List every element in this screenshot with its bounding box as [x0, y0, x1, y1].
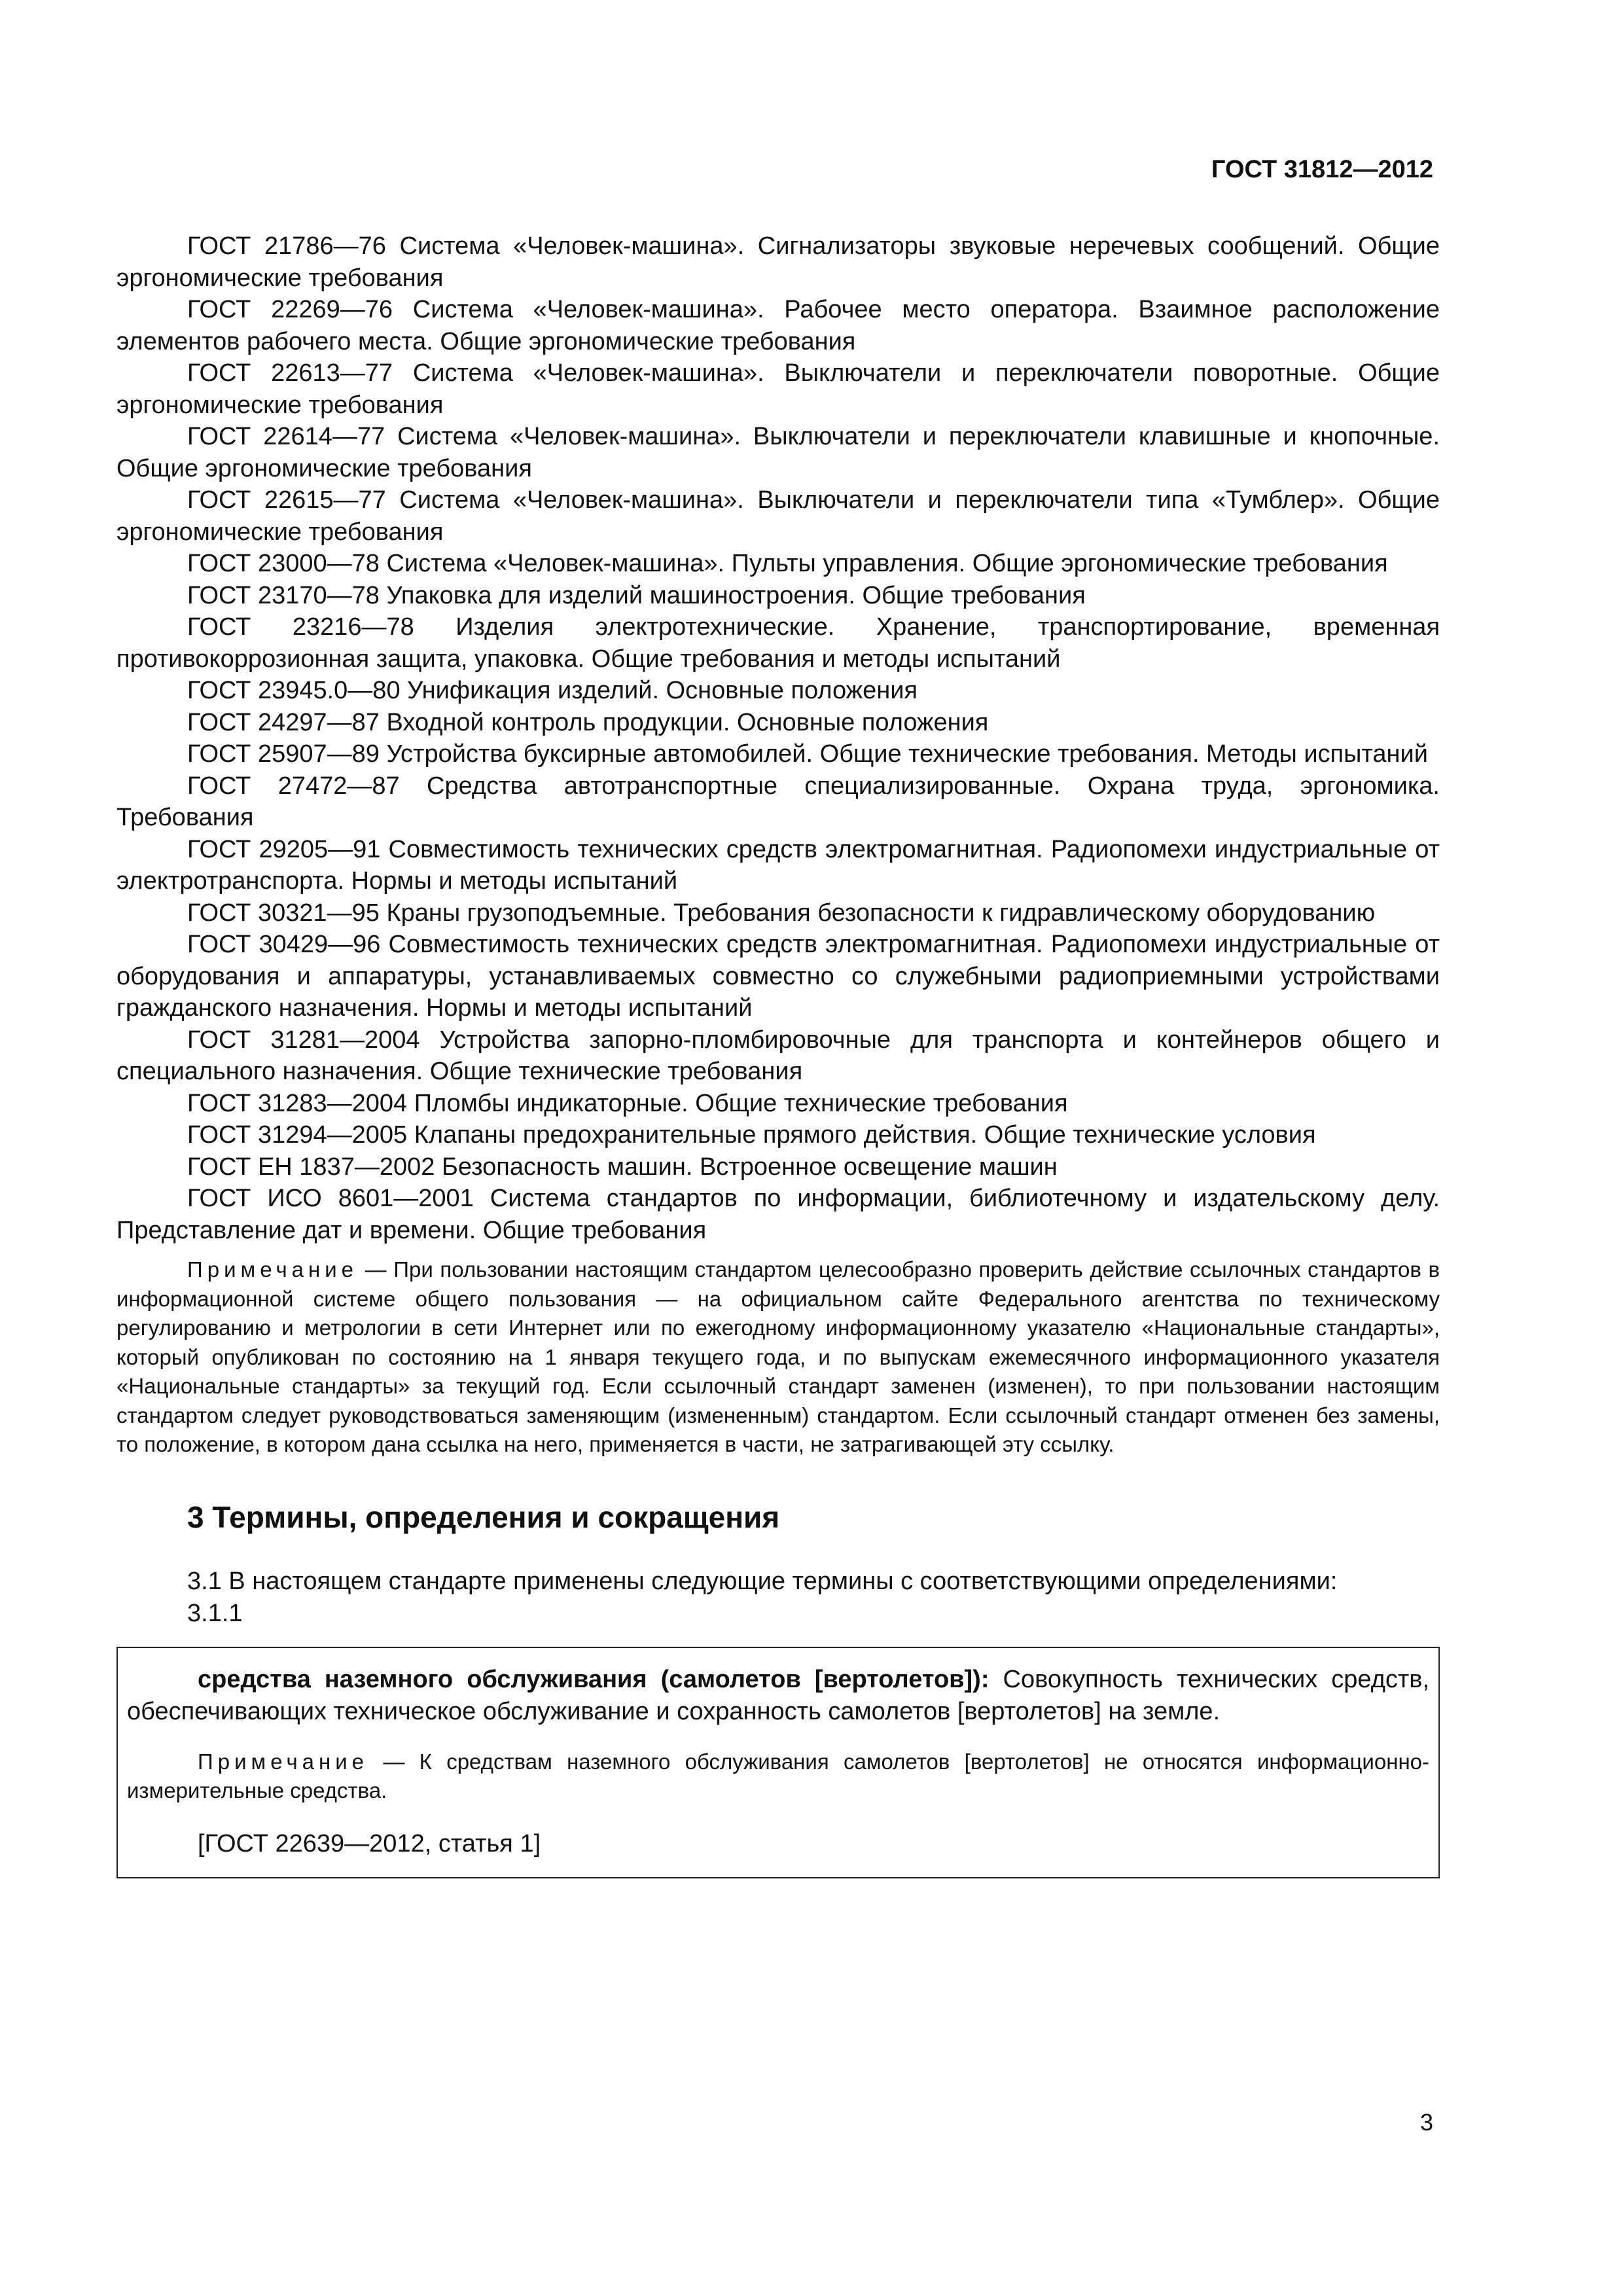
reference-code: ГОСТ 23000—78	[187, 550, 380, 577]
reference-title: Система «Человек-машина». Выключатели и переключатели клавишные и кнопочные. Общие эргономические требования	[116, 423, 1440, 482]
reference-code: ГОСТ ИСО 8601—2001	[187, 1185, 474, 1212]
note-paragraph	[116, 1255, 1440, 1460]
reference-item	[116, 675, 1440, 707]
reference-code: ГОСТ 24297—87	[187, 708, 380, 736]
reference-item	[116, 1183, 1440, 1246]
reference-item	[116, 1024, 1440, 1088]
reference-code: ГОСТ 25907—89	[187, 740, 380, 768]
reference-item	[116, 484, 1440, 548]
reference-code: ГОСТ ЕН 1837—2002	[187, 1153, 435, 1181]
reference-code: ГОСТ 22615—77	[187, 486, 386, 514]
reference-item	[116, 611, 1440, 675]
reference-item	[116, 834, 1440, 897]
reference-title: Пломбы индикаторные. Общие технические требования	[414, 1089, 1068, 1117]
reference-code: ГОСТ 31281—2004	[187, 1026, 420, 1054]
reference-item	[116, 929, 1440, 1024]
note-label: Примечание	[187, 1257, 359, 1282]
reference-item	[116, 421, 1440, 484]
page-number: 3	[1419, 2109, 1433, 2136]
reference-title: Система «Человек-машина». Сигнализаторы звуковые неречевых сообщений. Общие эргономические требования	[116, 232, 1440, 292]
reference-item	[116, 738, 1440, 770]
term-definition-box	[116, 1647, 1440, 1878]
term-definition	[127, 1664, 1429, 1728]
reference-title: Система «Человек-машина». Рабочее место оператора. Взаимное расположение элементов рабочего места. Общие эргономические требования	[116, 296, 1440, 355]
reference-title: Устройства запорно-пломбировочные для транспорта и контейнеров общего и специального назначения. Общие технические требования	[116, 1026, 1440, 1085]
page-content	[116, 230, 1440, 1878]
reference-title: Система «Человек-машина». Выключатели и переключатели поворотные. Общие эргономические требования	[116, 359, 1440, 419]
term-source: [ГОСТ 22639—2012, статья 1]	[198, 1829, 541, 1857]
reference-code: ГОСТ 31283—2004	[187, 1089, 408, 1117]
reference-item	[116, 230, 1440, 294]
reference-code: ГОСТ 23216—78	[187, 613, 414, 641]
clause-3-1: 3.1 В настоящем стандарте применены следующие термины с соответствующими определениями:	[187, 1567, 1338, 1595]
reference-title: Краны грузоподъемные. Требования безопасности к гидравлическому оборудованию	[386, 899, 1376, 927]
reference-code: ГОСТ 23170—78	[187, 581, 380, 609]
reference-title: Система стандартов по информации, библиотечному и издательскому делу. Представление дат и времени. Общие требования	[116, 1185, 1440, 1244]
term-note-label: Примечание	[198, 1749, 369, 1774]
term-note-text: — К средствам наземного обслуживания самолетов [вертолетов] не относятся информационно-измерительные средства.	[127, 1749, 1430, 1803]
reference-item	[116, 1088, 1440, 1120]
reference-item	[116, 770, 1440, 834]
reference-title: Безопасность машин. Встроенное освещение машин	[441, 1153, 1058, 1181]
reference-code: ГОСТ 27472—87	[187, 772, 400, 800]
reference-title: Изделия электротехнические. Хранение, транспортирование, временная противокоррозионная защита, упаковка. Общие требования и методы испытаний	[116, 613, 1440, 673]
term-name: средства наземного обслуживания (самолетов [вертолетов]):	[198, 1665, 990, 1693]
reference-code: ГОСТ 21786—76	[187, 232, 386, 260]
document-code-header: ГОСТ 31812—2012	[1211, 156, 1433, 183]
reference-item	[116, 548, 1440, 580]
reference-item	[116, 1151, 1440, 1183]
reference-item	[116, 580, 1440, 612]
reference-title: Средства автотранспортные специализированные. Охрана труда, эргономика. Требования	[116, 772, 1440, 831]
reference-title: Входной контроль продукции. Основные положения	[386, 708, 989, 736]
reference-item	[116, 897, 1440, 929]
reference-title: Совместимость технических средств электромагнитная. Радиопомехи индустриальные от электротранспорта. Нормы и методы испытаний	[116, 835, 1440, 895]
reference-code: ГОСТ 30429—96	[187, 931, 381, 958]
reference-code: ГОСТ 31294—2005	[187, 1121, 408, 1149]
reference-code: ГОСТ 22269—76	[187, 296, 393, 323]
reference-code: ГОСТ 22613—77	[187, 359, 393, 387]
reference-item	[116, 1119, 1440, 1151]
reference-title: Система «Человек-машина». Пульты управления. Общие эргономические требования	[386, 550, 1388, 577]
reference-item	[116, 357, 1440, 421]
section-3-title: 3 Термины, определения и сокращения	[187, 1499, 780, 1534]
reference-title: Унификация изделий. Основные положения	[407, 677, 918, 704]
normative-references-list	[116, 230, 1440, 1246]
reference-title: Устройства буксирные автомобилей. Общие технические требования. Методы испытаний	[386, 740, 1428, 768]
reference-title: Упаковка для изделий машиностроения. Общие требования	[386, 581, 1086, 609]
clause-3-1-1-number: 3.1.1	[187, 1599, 243, 1627]
term-note	[127, 1748, 1429, 1806]
term-definition-text: Совокупность технических средств, обеспечивающих техническое обслуживание и сохранность самолетов [вертолетов] на земле.	[127, 1665, 1430, 1725]
reference-code: ГОСТ 23945.0—80	[187, 677, 401, 704]
reference-title: Система «Человек-машина». Выключатели и переключатели типа «Тумблер». Общие эргономические требования	[116, 486, 1440, 546]
reference-title: Совместимость технических средств электромагнитная. Радиопомехи индустриальные от оборудования и аппаратуры, устанавливаемых совместно со служебными радиоприемными устройствами гражданского назначения. Нормы и методы испытаний	[116, 931, 1440, 1022]
reference-code: ГОСТ 30321—95	[187, 899, 380, 927]
note-text: — При пользовании настоящим стандартом целесообразно проверить действие ссылочных стандартов в информационной системе общего пользования — на официальном сайте Федерального агентства по техническому регулированию и метрологии в сети Интернет или по ежегодному информационному указателю «Национальные стандарты», который опубликован по состоянию на 1 января текущего года, и по выпускам ежемесячного информационного указателя «Национальные стандарты» за текущий год. Если ссылочный стандарт заменен (изменен), то при пользовании настоящим стандартом следует руководствоваться заменяющим (измененным) стандартом. Если ссылочный стандарт отменен без замены, то положение, в котором дана ссылка на него, применяется в части, не затрагивающей эту ссылку.	[116, 1257, 1440, 1456]
reference-code: ГОСТ 22614—77	[187, 423, 385, 450]
reference-title: Клапаны предохранительные прямого действия. Общие технические условия	[414, 1121, 1316, 1149]
reference-code: ГОСТ 29205—91	[187, 835, 381, 863]
reference-item	[116, 294, 1440, 357]
reference-item	[116, 707, 1440, 739]
